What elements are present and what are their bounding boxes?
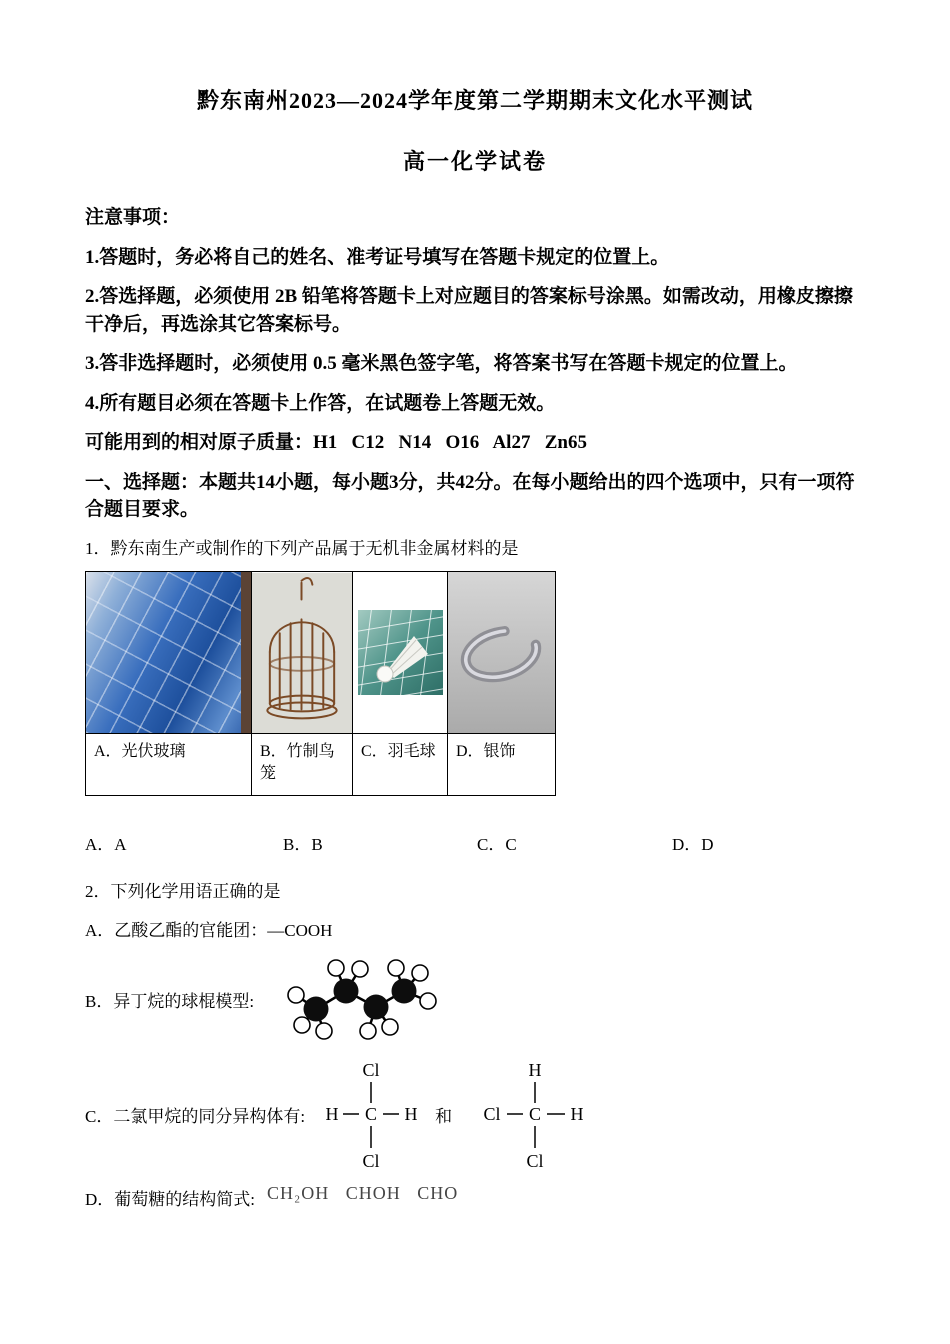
bamboo-birdcage-image xyxy=(252,572,352,734)
notice-item-4: 4.所有题目必须在答题卡上作答，在试题卷上答题无效。 xyxy=(85,392,556,414)
dichloromethane-structure-2 xyxy=(478,1057,592,1171)
atom-top: Cl xyxy=(362,1060,380,1081)
shuttlecock-image xyxy=(358,610,443,695)
atom-right: H xyxy=(404,1104,418,1125)
q1-photo-cell-c xyxy=(353,572,448,734)
conjunction-text: 和 xyxy=(435,1106,453,1126)
notice-item-1: 1.答题时，务必将自己的姓名、准考证号填写在答题卡规定的位置上。 xyxy=(85,246,670,268)
q2-option-d-label: D．葡萄糖的结构简式: xyxy=(85,1190,255,1210)
q1-product-table xyxy=(85,571,556,795)
atom-right: H xyxy=(570,1104,584,1125)
atom-bottom: Cl xyxy=(526,1151,544,1172)
page-subtitle: 高一化学试卷 xyxy=(402,149,547,174)
q1-photo-cell-d xyxy=(448,572,555,734)
atom-left: H xyxy=(325,1104,339,1125)
carbon-atoms xyxy=(304,979,417,1022)
q2-option-a: A．乙酸乙酯的官能团：—COOH xyxy=(85,921,333,941)
glucose-formula: CH₂OH CHOH CHO xyxy=(267,1183,459,1204)
photovoltaic-glass-image xyxy=(86,572,251,733)
q1-choice-a: A．A xyxy=(85,834,127,854)
atom-left: Cl xyxy=(483,1104,501,1125)
section-1-heading: 一、选择题：本题共14小题，每小题3分，共42分。在每小题给出的四个选项中，只有一项符合题目要求。 xyxy=(85,471,855,521)
ball-stick-model-image xyxy=(280,955,438,1043)
atom-center: C xyxy=(529,1104,542,1125)
atom-bottom: Cl xyxy=(362,1151,380,1172)
page-title: 黔东南州2023—2024学年度第二学期期末文化水平测试 xyxy=(196,88,753,113)
q2-option-c-label: C．二氯甲烷的同分异构体有: xyxy=(85,1106,306,1126)
atom-center: C xyxy=(365,1104,378,1125)
q1-cell-label-c: C．羽毛球 xyxy=(353,734,448,794)
q1-choice-c: C．C xyxy=(477,834,517,854)
q1-photo-cell-b xyxy=(252,572,353,734)
q2-option-c xyxy=(85,1057,865,1171)
atomic-mass-line: 可能用到的相对原子质量：H1 C12 N14 O16 Al27 Zn65 xyxy=(85,432,587,454)
q1-choice-b: B．B xyxy=(283,834,323,854)
dichloromethane-structure-1 xyxy=(321,1057,425,1171)
q1-photo-cell-a xyxy=(86,572,252,734)
silver-jewelry-image xyxy=(448,572,555,734)
q1-choices-row xyxy=(85,830,865,855)
q2-stem: 2．下列化学用语正确的是 xyxy=(85,881,281,901)
q1-choice-d: D．D xyxy=(672,834,714,854)
q1-stem: 1．黔东南生产或制作的下列产品属于无机非金属材料的是 xyxy=(85,538,519,558)
atom-top: H xyxy=(528,1060,542,1081)
notice-item-2: 2.答选择题，必须使用 2B 铅笔将答题卡上对应题目的答案标号涂黑。如需改动，用橡皮擦擦干净后，再选涂其它答案标号。 xyxy=(85,286,853,335)
q2-option-b-label: B．异丁烷的球棍模型: xyxy=(85,991,255,1011)
q1-cell-label-d: D．银饰 xyxy=(456,743,516,761)
notice-item-3: 3.答非选择题时，必须使用 0.5 毫米黑色签字笔，将答案书写在答题卡规定的位置上。 xyxy=(85,353,798,375)
q2-option-d xyxy=(85,1185,865,1210)
q1-cell-label-a: A．光伏玻璃 xyxy=(86,734,252,794)
notices-heading: 注意事项： xyxy=(85,207,181,228)
q2-option-b xyxy=(85,955,865,1043)
q1-cell-label-b: B．竹制鸟笼 xyxy=(252,734,353,794)
